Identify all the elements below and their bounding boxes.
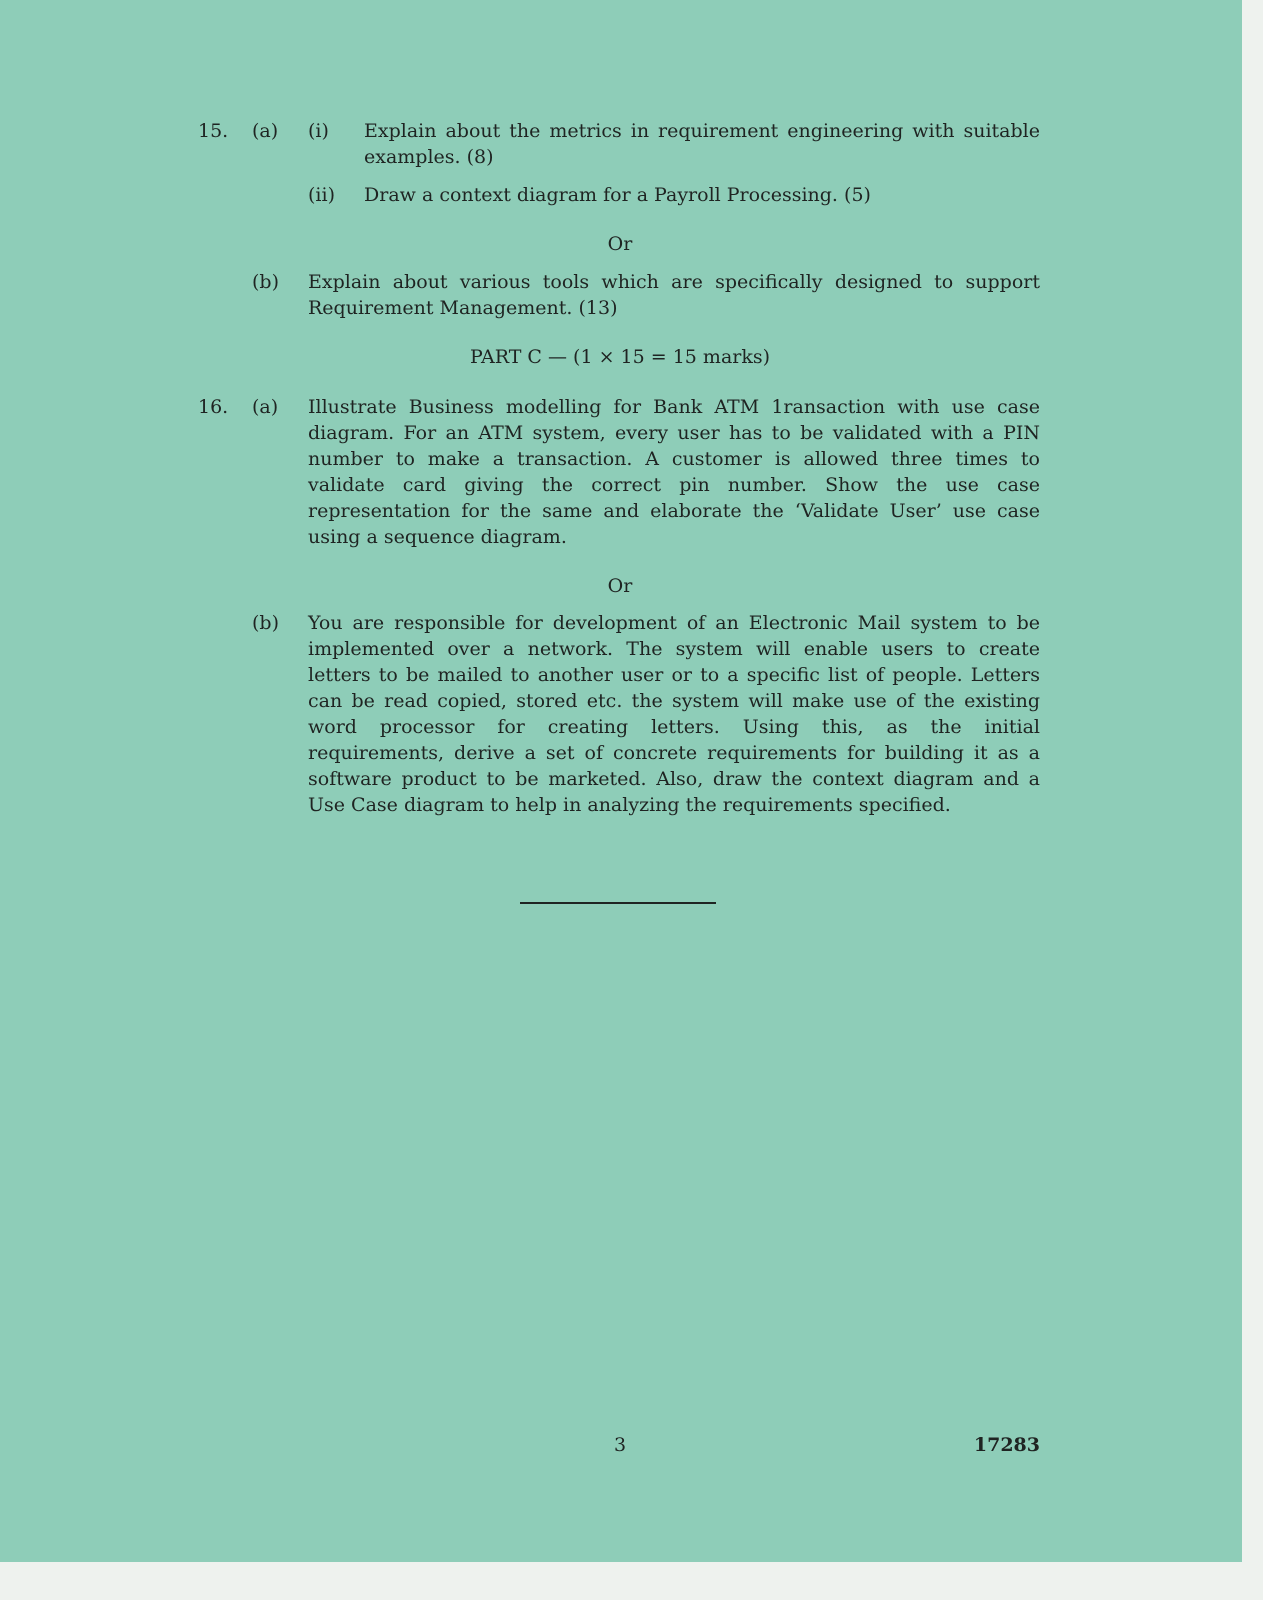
question-text-line: You are responsible for development of an Electronic Mail system to be xyxy=(308,612,1040,634)
question-text-line: can be read copied, stored etc. the system will make use of the existing xyxy=(308,690,1040,712)
question-text-last-row xyxy=(364,144,1040,170)
question-number: 16. xyxy=(198,396,229,418)
question-text-line: requirements, derive a set of concrete requirements for building it as a xyxy=(308,742,1040,764)
marks-label: (8) xyxy=(466,146,494,168)
question-number: 15. xyxy=(198,120,229,142)
part-label: (b) xyxy=(252,271,279,293)
question-text-line: Use Case diagram to help in analyzing the requirements specified. xyxy=(308,794,951,816)
question-text-line: Explain about the metrics in requirement engineering with suitable xyxy=(364,120,1040,142)
or-separator: Or xyxy=(607,233,633,255)
question-16b-text xyxy=(308,610,1040,818)
question-16a-text xyxy=(308,394,1040,550)
question-text-line: implemented over a network. The system will enable users to create xyxy=(308,638,1040,660)
question-15a-ii-text xyxy=(364,182,1040,208)
question-15b-text xyxy=(308,269,1040,321)
subpart-label: (ii) xyxy=(308,184,335,206)
question-text-line: validate card giving the correct pin number. Show the use case xyxy=(308,474,1040,496)
part-label: (b) xyxy=(252,612,279,634)
question-text-line: number to make a transaction. A customer is allowed three times to xyxy=(308,448,1040,470)
question-text-line: Draw a context diagram for a Payroll Processing. xyxy=(364,184,838,206)
question-text-line: using a sequence diagram. xyxy=(308,526,567,548)
question-text-line: representation for the same and elaborate the ‘Validate User’ use case xyxy=(308,500,1040,522)
subpart-label: (i) xyxy=(308,120,329,142)
paper-code: 17283 xyxy=(973,1434,1040,1456)
question-text-line: diagram. For an ATM system, every user has to be validated with a PIN xyxy=(308,422,1040,444)
part-label: (a) xyxy=(252,120,279,142)
section-heading: PART C — (1 × 15 = 15 marks) xyxy=(469,346,771,368)
question-text-line: Illustrate Business modelling for Bank ATM 1ransaction with use case xyxy=(308,396,1040,418)
question-text-line: letters to be mailed to another user or to a specific list of people. Letters xyxy=(308,664,1040,686)
question-text-line: software product to be marketed. Also, draw the context diagram and a xyxy=(308,768,1040,790)
page-number: 3 xyxy=(613,1434,627,1456)
question-text-last-row xyxy=(308,295,1040,321)
question-text-line: word processor for creating letters. Using this, as the initial xyxy=(308,716,1040,738)
marks-label: (5) xyxy=(844,184,871,206)
marks-label: (13) xyxy=(578,297,618,319)
or-separator: Or xyxy=(607,575,633,597)
question-text-line: Explain about various tools which are specifically designed to support xyxy=(308,271,1040,293)
question-15a-i-text xyxy=(364,118,1040,170)
part-label: (a) xyxy=(252,396,279,418)
question-text-line: examples. xyxy=(364,146,461,168)
question-text-line: Requirement Management. xyxy=(308,297,573,319)
end-of-paper-rule xyxy=(520,902,716,904)
question-text-last-row xyxy=(364,182,1040,208)
